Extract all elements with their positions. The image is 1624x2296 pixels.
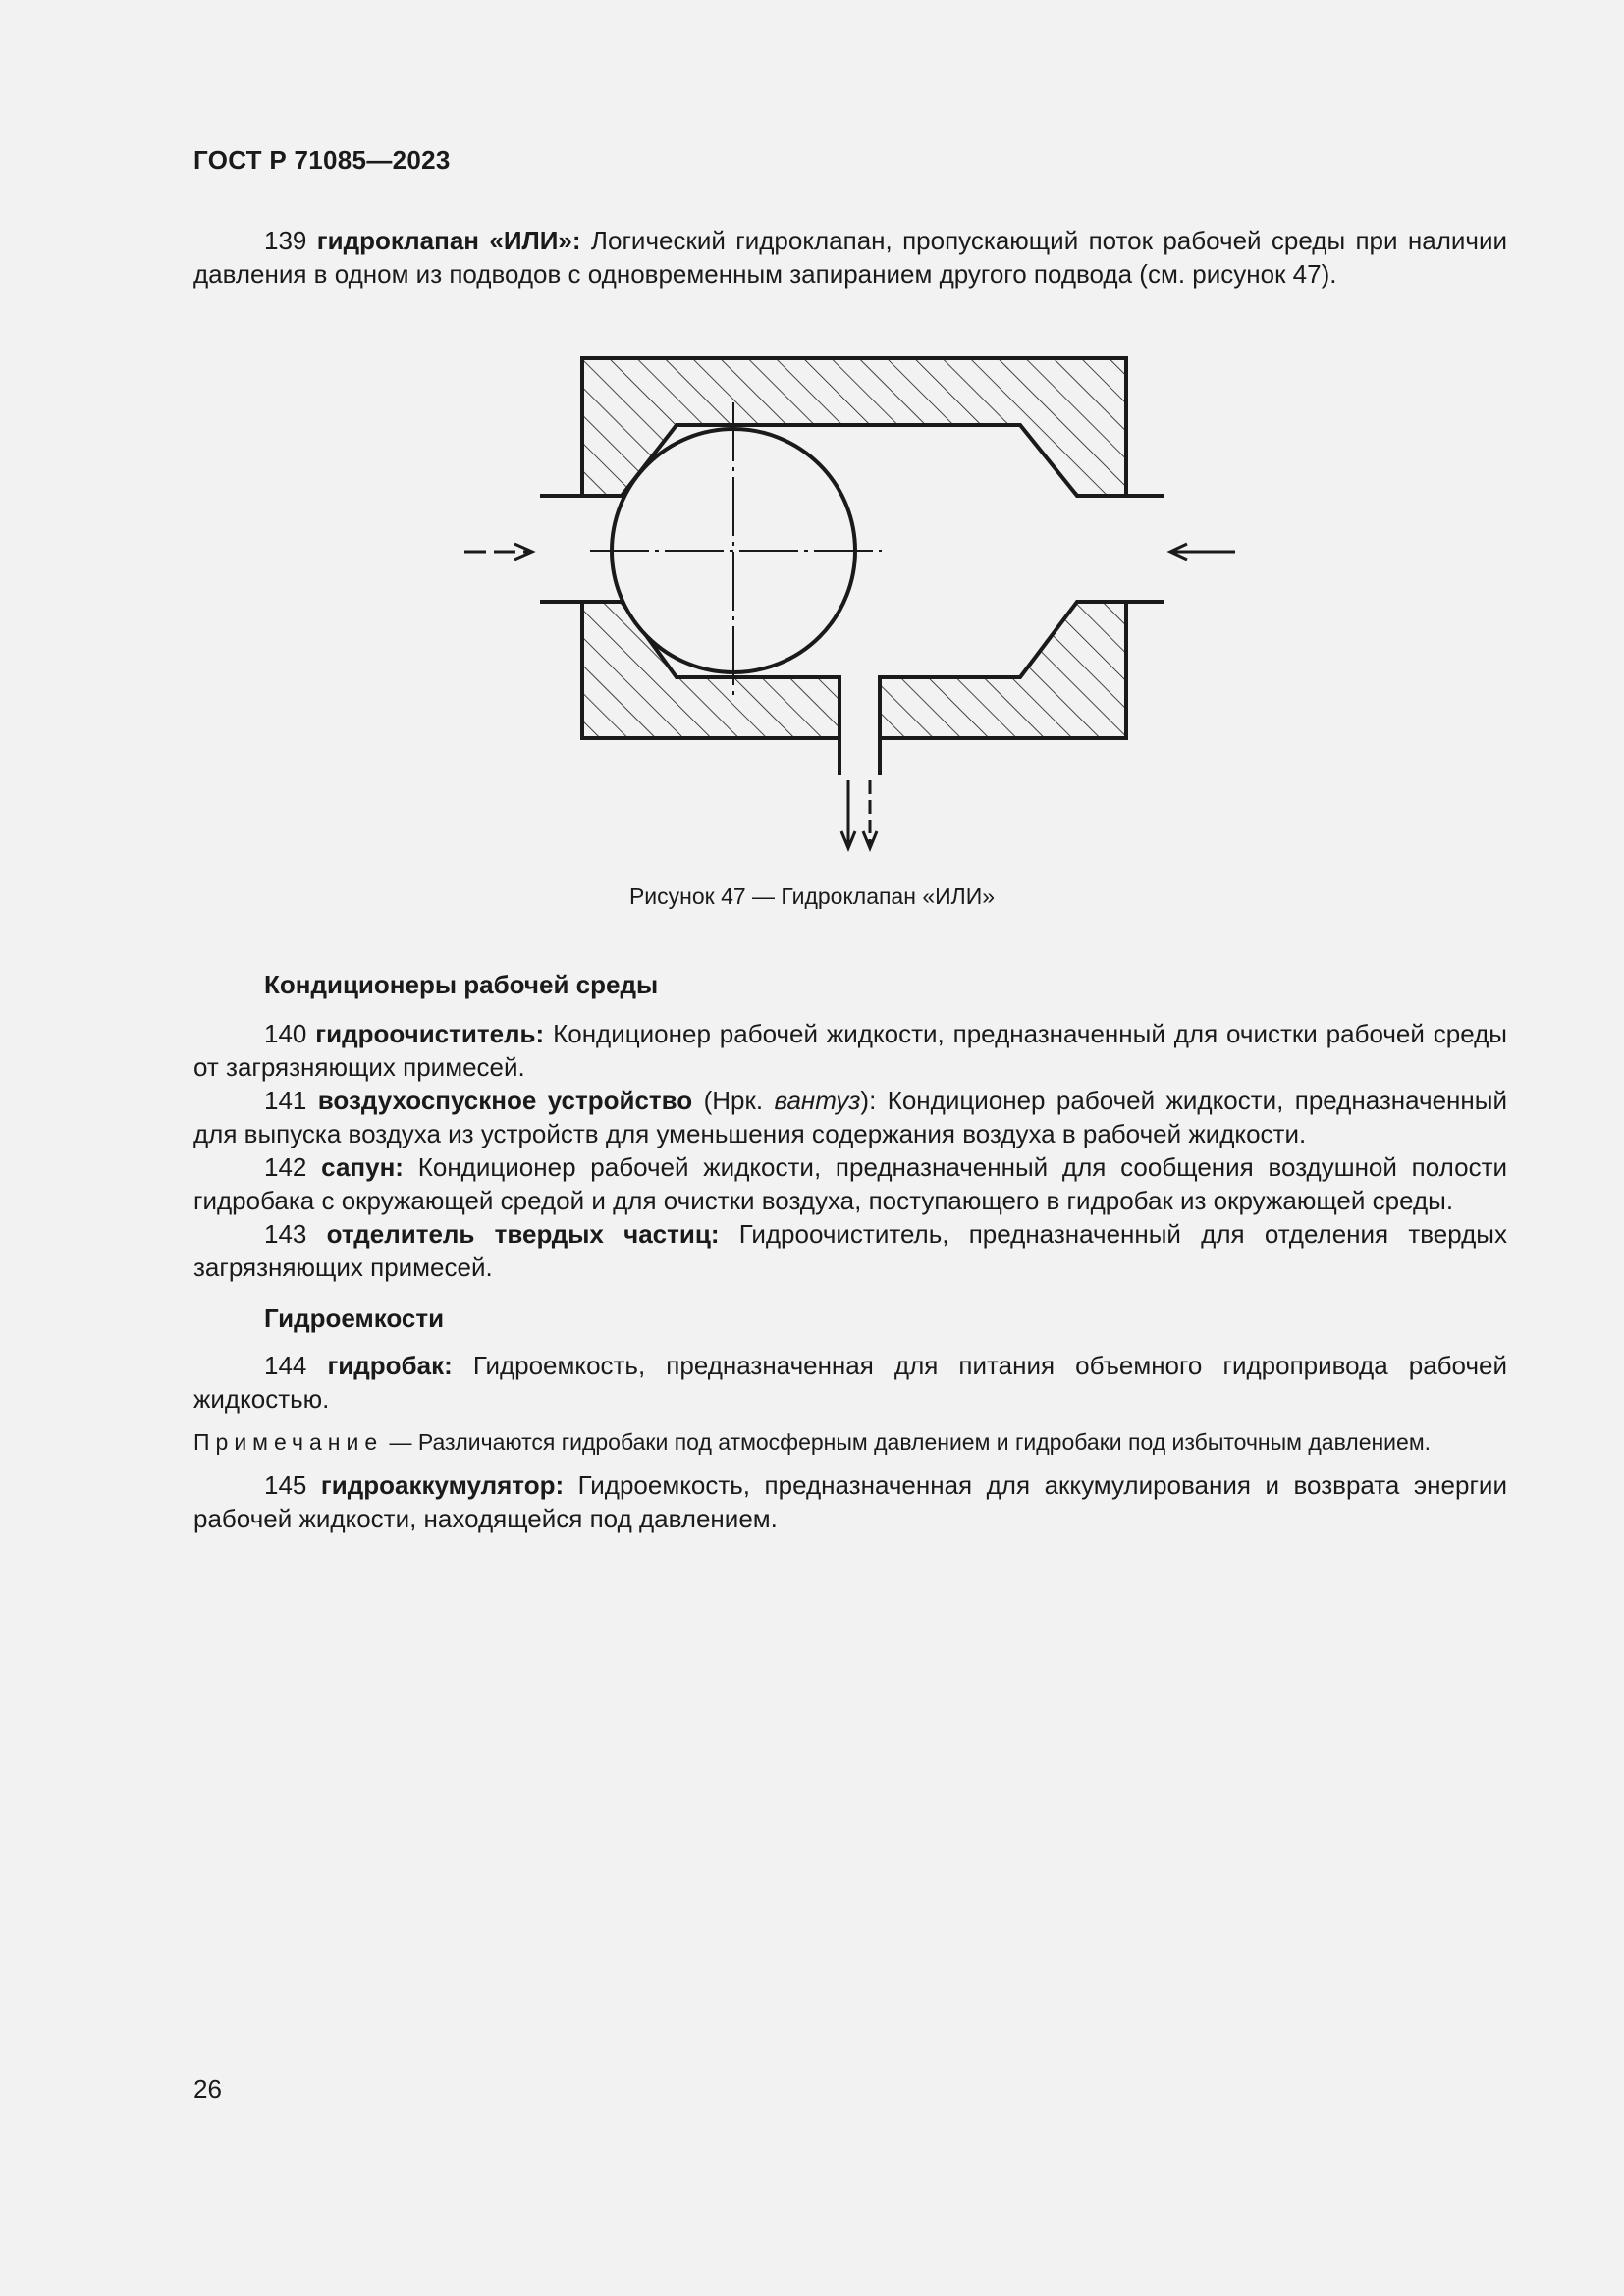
term-139 — [193, 224, 1507, 291]
term-number: 142 — [264, 1152, 307, 1182]
term-number: 141 — [264, 1086, 307, 1115]
term-144 — [193, 1349, 1507, 1415]
figure-caption: Рисунок 47 — Гидроклапан «ИЛИ» — [628, 883, 996, 909]
term-142 — [193, 1150, 1507, 1217]
term-number: 145 — [264, 1470, 307, 1500]
document-header: ГОСТ Р 71085—2023 — [193, 145, 451, 175]
note-label: Примечание — [193, 1429, 384, 1455]
section-title-conditioners: Кондиционеры рабочей среды — [264, 970, 659, 999]
figure-47-diagram — [452, 344, 1267, 864]
term-definition: Гидроемкость, предназначенная для питания объемного гидропривода рабочей жидкостью. — [193, 1351, 1507, 1414]
deprecated-term: вантуз — [774, 1086, 861, 1115]
term-number: 139 — [264, 226, 307, 255]
section-title-reservoirs: Гидроемкости — [264, 1304, 445, 1333]
term-141 — [193, 1084, 1507, 1150]
term-definition: Логический гидроклапан, пропускающий поток рабочей среды при наличии давления в одном из подводов с одновременным запиранием другого подвода (см. рисунок 47). — [193, 226, 1507, 289]
term-prefix: (Нрк. — [703, 1086, 764, 1115]
term-title: воздухоспускное устройство — [317, 1086, 693, 1115]
term-title: отделитель твердых частиц: — [326, 1219, 720, 1249]
term-definition: Кондиционер рабочей жидкости, предназначенный для сообщения воздушной полости гидробака с окружающей средой и для очистки воздуха, поступающего в гидробак из окружающей среды. — [193, 1152, 1508, 1215]
term-title: гидроочиститель: — [315, 1019, 545, 1048]
term-139-block — [193, 224, 1507, 291]
term-title: гидроаккумулятор: — [320, 1470, 565, 1500]
valve-body-bottom-right — [880, 602, 1126, 738]
term-suffix: ): — [860, 1086, 877, 1115]
term-definition: Гидроочиститель, предназначенный для отделения твердых загрязняющих примесей. — [193, 1219, 1507, 1282]
main-text — [193, 968, 1507, 1535]
term-title: гидробак: — [327, 1351, 453, 1380]
page-number: 26 — [193, 2074, 222, 2104]
term-title: сапун: — [321, 1152, 404, 1182]
term-definition: Кондиционер рабочей жидкости, предназначенный для выпуска воздуха из устройств для уменьшения содержания воздуха в рабочей жидкости. — [193, 1086, 1507, 1148]
term-140 — [193, 1017, 1507, 1084]
term-145 — [193, 1468, 1507, 1535]
term-number: 140 — [264, 1019, 307, 1048]
term-definition: Кондиционер рабочей жидкости, предназначенный для очистки рабочей среды от загрязняющих примесей. — [193, 1019, 1507, 1082]
term-number: 144 — [264, 1351, 307, 1380]
note-text: — Различаются гидробаки под атмосферным давлением и гидробаки под избыточным давлением. — [389, 1429, 1432, 1455]
note-block — [193, 1427, 1507, 1457]
term-number: 143 — [264, 1219, 307, 1249]
term-143 — [193, 1217, 1507, 1284]
term-definition: Гидроемкость, предназначенная для аккумулирования и возврата энергии рабочей жидкости, находящейся под давлением. — [193, 1470, 1507, 1533]
term-title: гидроклапан «ИЛИ»: — [316, 226, 581, 255]
